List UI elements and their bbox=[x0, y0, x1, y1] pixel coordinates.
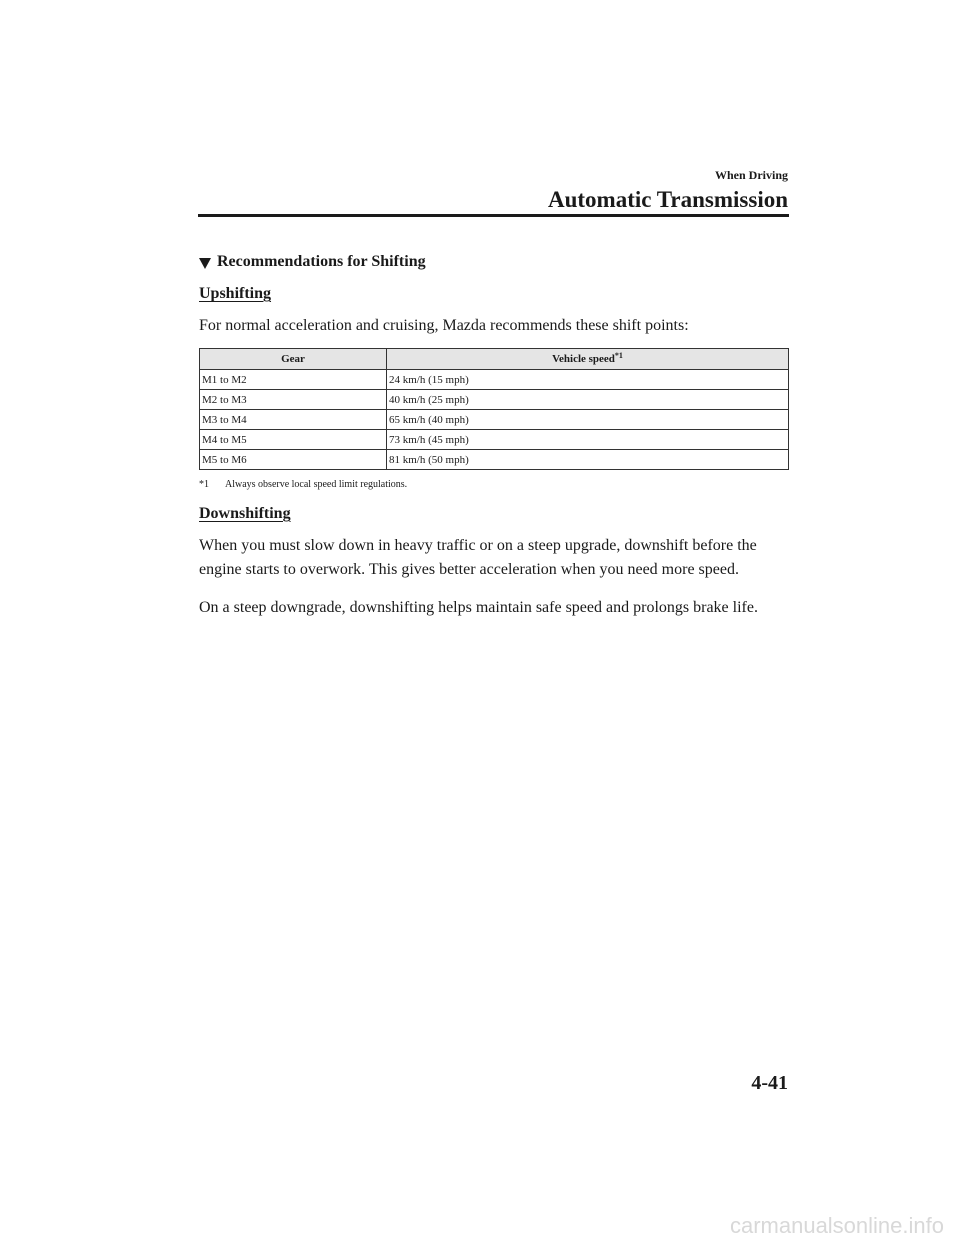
table-row bbox=[200, 450, 789, 470]
header-speed-note-mark: *1 bbox=[614, 351, 623, 360]
cell-speed: 81 km/h (50 mph) bbox=[387, 450, 789, 470]
watermark: carmanualsonline.info bbox=[729, 1213, 944, 1238]
cell-gear: M4 to M5 bbox=[200, 430, 387, 450]
header-gear: Gear bbox=[200, 349, 387, 370]
cell-gear: M2 to M3 bbox=[200, 390, 387, 410]
cell-speed: 24 km/h (15 mph) bbox=[387, 370, 789, 390]
table-row bbox=[200, 410, 789, 430]
footnote-mark: *1 bbox=[199, 479, 209, 490]
cell-gear: M3 to M4 bbox=[200, 410, 387, 430]
triangle-down-icon bbox=[199, 258, 211, 269]
table-row bbox=[200, 430, 789, 450]
header-speed-text: Vehicle speed bbox=[552, 353, 615, 365]
cell-gear: M5 to M6 bbox=[200, 450, 387, 470]
table-row bbox=[200, 390, 789, 410]
cell-speed: 65 km/h (40 mph) bbox=[387, 410, 789, 430]
downshifting-para-2: On a steep downgrade, downshifting helps maintain safe speed and prolongs brake life. bbox=[199, 599, 758, 616]
section-heading-text: Recommendations for Shifting bbox=[217, 253, 426, 270]
downshifting-heading: Downshifting bbox=[199, 505, 291, 522]
cell-gear: M1 to M2 bbox=[200, 370, 387, 390]
upshifting-heading: Upshifting bbox=[199, 285, 272, 302]
table-header-row bbox=[200, 349, 789, 370]
page-header bbox=[548, 168, 788, 214]
page-number: 4-41 bbox=[751, 1072, 788, 1094]
section-heading bbox=[199, 252, 789, 272]
header-vehicle-speed bbox=[387, 349, 789, 370]
section-name: When Driving bbox=[714, 168, 788, 182]
downshifting-para-1: When you must slow down in heavy traffic or on a steep upgrade, downshift before the engine starts to overwork. This gives better acceleration when you need more speed. bbox=[199, 537, 757, 578]
upshifting-intro: For normal acceleration and cruising, Mazda recommends these shift points: bbox=[199, 317, 689, 334]
page-content bbox=[199, 252, 789, 620]
footnote bbox=[199, 478, 789, 492]
table-row bbox=[200, 370, 789, 390]
header-rule bbox=[198, 214, 789, 217]
shift-points-table bbox=[199, 348, 789, 470]
cell-speed: 73 km/h (45 mph) bbox=[387, 430, 789, 450]
cell-speed: 40 km/h (25 mph) bbox=[387, 390, 789, 410]
footnote-text: Always observe local speed limit regulations. bbox=[225, 479, 408, 490]
chapter-title: Automatic Transmission bbox=[547, 187, 788, 212]
